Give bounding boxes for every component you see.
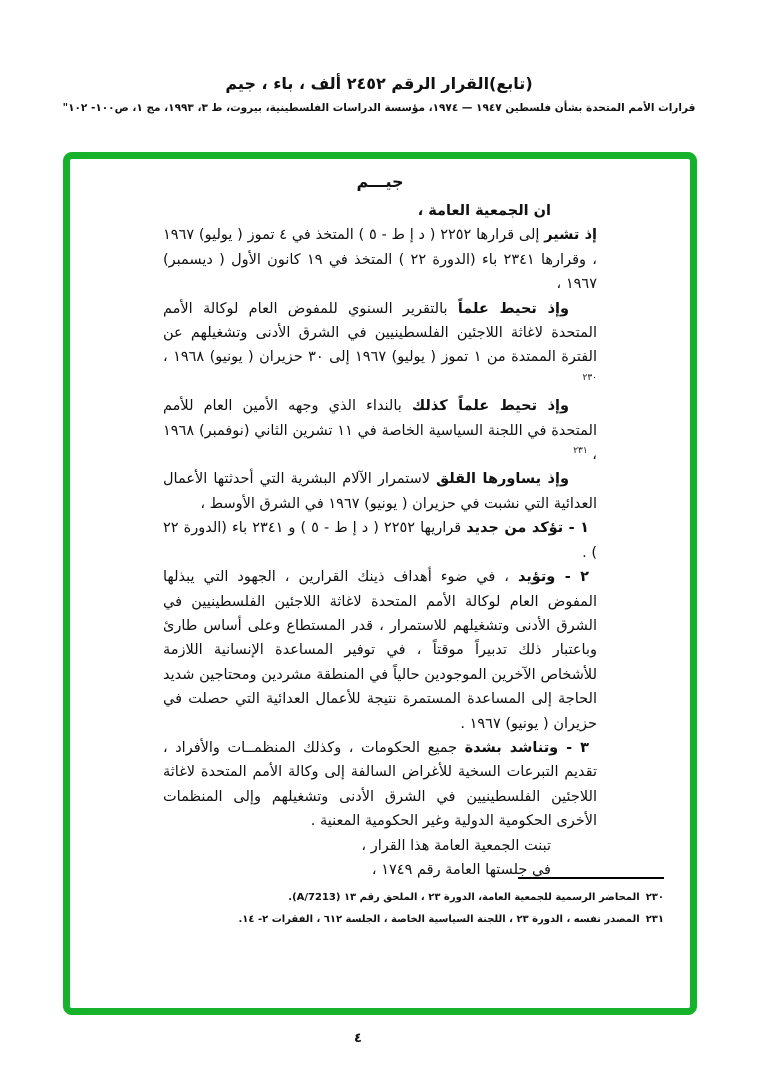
paragraph-lead: وإذ يساورها القلق [436,471,569,488]
paragraph-lead: ١ - تؤكد من جديد [466,520,589,537]
adoption-line: تبنت الجمعية العامة هذا القرار ، [361,837,551,854]
footnote-text: المحاضر الرسمية للجمعية العامة، الدورة ٢٣ ، الملحق رقم ١٣ (A/7213). [288,892,640,903]
paragraph-taking-note-also [163,394,597,467]
paragraph-text: إلى قرارها ٢٢٥٢ ( د إ ط - ٥ ) المتخذ في ٤ تموز ( يوليو) ١٩٦٧ ، وقرارها ٢٣٤١ باء (الدورة ٢٢ ) المتخذ في ١٩ كانون الأول ( ديسمبر) ١٩٦٧ ، [163,227,597,293]
footnote-reference-230: ٢٣٠ [582,373,597,384]
green-highlight-frame [63,152,697,1015]
paragraph-taking-note [163,297,597,395]
paragraph-lead: وإذ تحيط علماً [457,300,569,317]
page-number: ٤ [354,1031,362,1046]
footnote-text: المصدر نفسه ، الدورة ٢٣ ، اللجنة السياسية الخاصة ، الجلسة ٦١٢ ، الفقرات ٢- ١٤. [238,914,640,925]
header-resolution-title: (تابع)القرار الرقم ٢٤٥٢ ألف ، باء ، جيم [225,74,533,93]
paragraph-text: بالنداء الذي وجهه الأمين العام للأمم المتحدة في اللجنة السياسية الخاصة في ١١ تشرين الثاني (نوفمبر) ١٩٦٨ ، [163,398,597,464]
adoption-session-line: في جلستها العامة رقم ١٧٤٩ ، [371,861,551,878]
paragraph-lead: إذ تشير [544,227,597,244]
footnote-reference-231: ٢٣١ [573,446,588,457]
paragraph-recalling [163,223,597,296]
section-heading: جيـــم [356,172,404,191]
paragraph-text: جميع الحكومات ، وكذلك المنظمــات والأفراد ، تقديم التبرعات السخية للأغراض السالفة إلى وكالة الأمم المتحدة لاغاثة اللاجئين الفلسطينيين في الشرق الأدنى وتشغيلهم وإلى المنظمات الأخرى الحكومية الدولية وغير الحكومية المعنية . [163,739,597,830]
paragraph-text: لاستمرار الآلام البشرية التي أحدثتها الأعمال العدائية التي نشبت في حزيران ( يونيو) ١٩٦٧ في الشرق الأوسط ، [163,471,597,512]
paragraph-lead: وإذ تحيط علماً كذلك [411,398,569,415]
footnote-separator-rule [518,877,664,879]
paragraph-operative-1 [163,516,597,565]
footnotes-block [150,877,664,931]
resolution-body [163,166,597,882]
paragraph-text: قراريها ٢٢٥٢ ( د إ ط - ٥ ) و ٢٣٤١ باء (الدورة ٢٢ ) . [163,520,597,561]
paragraph-lead: ٢ - وتؤيد [517,569,590,586]
header-source-citation: قرارات الأمم المتحدة بشأن فلسطين ١٩٤٧ — ١٩٧٤، مؤسسة الدراسات الفلسطينية، بيروت، ط ٣، ١٩٩٣، مج ١، ص١٠٠- ١٠٢" [62,102,696,114]
footnote-number: ٢٣٠ [645,892,664,903]
paragraph-text: بالتقرير السنوي للمفوض العام لوكالة الأمم المتحدة لاغاثة اللاجئين الفلسطينيين في الشرق الأدنى وتشغيلهم عن الفترة الممتدة من ١ تموز ( يوليو) ١٩٦٧ إلى ٣٠ حزيران ( يونيو) ١٩٦٨ ، [163,300,597,366]
paragraph-lead: ٣ - وتناشد بشدة [464,739,589,756]
paragraph-preamble-opening [163,199,597,223]
footnote-number: ٢٣١ [645,914,664,925]
paragraph-text: ، في ضوء أهداف ذينك القرارين ، الجهود التي يبذلها المفوض العام لوكالة الأمم المتحدة لاغاثة اللاجئين الفلسطينيين في الشرق الأدنى وتشغيلهم للاستمرار ، قدر المستطاع وعلى أساس طارئ وباعتبار ذلك تدبيراً موقتاً ، في توفير المساعدة الإنسانية اللازمة للأشخاص الآخرين الموجودين حالياً في المنطقة مشردين ومحتاجين شديد الحاجة إلى المساعدة المستمرة نتيجة للأعمال العدائية التي حصلت في حزيران ( يونيو) ١٩٦٧ . [163,569,597,732]
paragraph-lead: ان الجمعية العامة ، [417,203,551,219]
footnote-230 [150,887,664,909]
paragraph-operative-3 [163,736,597,834]
paragraph-operative-2 [163,565,597,736]
footnote-231 [150,909,664,931]
paragraph-concerned [163,467,597,516]
